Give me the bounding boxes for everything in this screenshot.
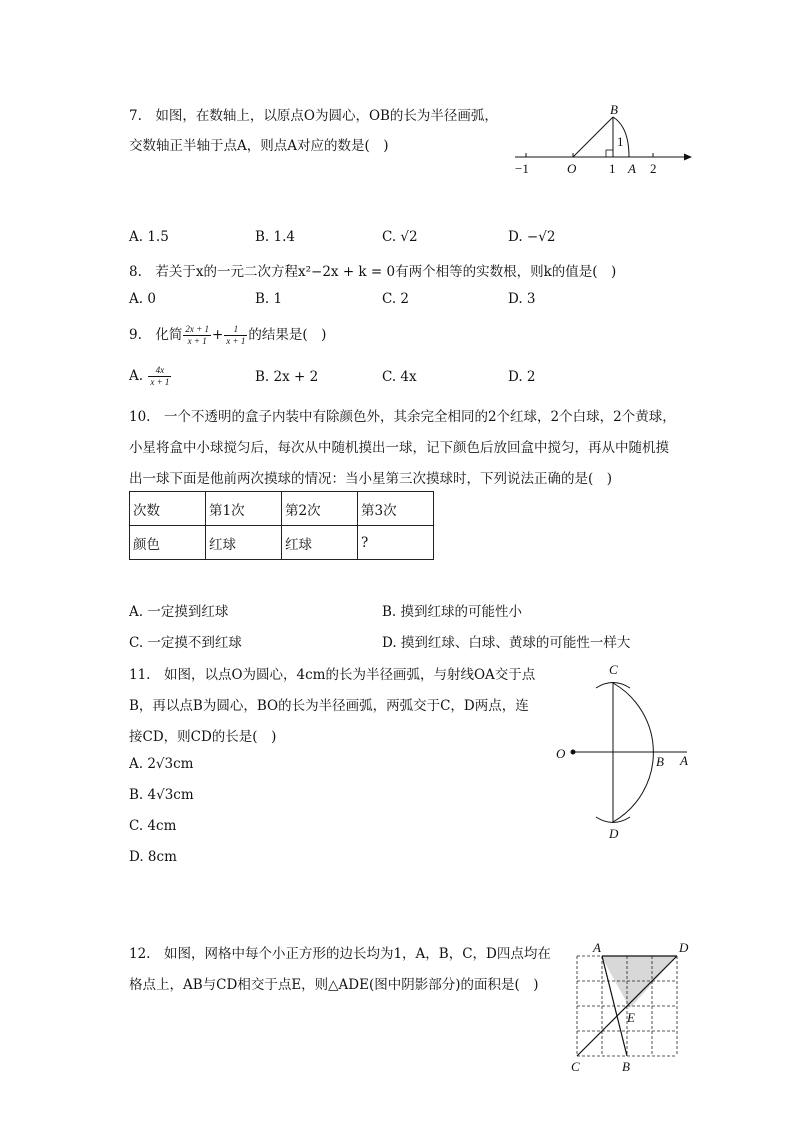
q10-option-b[interactable]: B. 摸到红球的可能性小 <box>382 604 523 620</box>
table-cell: 颜色 <box>130 526 206 560</box>
q10-stem-line1: 10. 一个不透明的盒子内装中有除颜色外，其余完全相同的2个红球，2个白球，2个黄球， <box>129 409 676 425</box>
q7-label-side-1: 1 <box>617 134 624 149</box>
q12-label-B: B <box>622 1059 630 1074</box>
q12-label-E: E <box>627 1010 635 1025</box>
q11-option-c[interactable]: C. 4cm <box>129 818 177 834</box>
q9-option-a-fraction: $\frac{4x}{x + 1}$ <box>150 365 170 387</box>
q7-option-b[interactable]: B. 1.4 <box>255 229 295 245</box>
q7-stem-line2: 交数轴正半轴于点A，则点A对应的数是( ) <box>129 138 389 154</box>
q10-option-a[interactable]: A. 一定摸到红球 <box>129 604 229 620</box>
q12-stem-line2: 格点上，AB与CD相交于点E，则△ADE(图中阴影部分)的面积是( ) <box>129 977 539 993</box>
q9-option-b[interactable]: B. 2x + 2 <box>255 369 319 385</box>
q8-option-a[interactable]: A. 0 <box>129 291 156 307</box>
q10-option-c[interactable]: C. 一定摸不到红球 <box>129 635 242 651</box>
q7-label-minus1: −1 <box>515 161 529 176</box>
q8-option-d[interactable]: D. 3 <box>508 291 536 307</box>
table-cell: 第2次 <box>282 492 358 526</box>
q8-option-b[interactable]: B. 1 <box>255 291 283 307</box>
q11-stem-line3: 接CD，则CD的长是( ) <box>129 729 277 745</box>
q10-option-d[interactable]: D. 摸到红球、白球、黄球的可能性一样大 <box>382 635 631 651</box>
q7-option-a[interactable]: A. 1.5 <box>129 229 169 245</box>
q11-stem-line1: 11. 如图，以点O为圆心，4cm的长为半径画弧，与射线OA交于点 <box>129 667 536 683</box>
q7-label-1: 1 <box>609 161 616 176</box>
q11-label-C: C <box>609 662 618 677</box>
q9-option-c[interactable]: C. 4x <box>382 369 417 385</box>
q11-option-d[interactable]: D. 8cm <box>129 849 177 865</box>
q7-label-B: B <box>610 102 618 117</box>
q9-fraction-1: $\frac{2x + 1}{x + 1}$ <box>185 324 209 346</box>
table-cell: 红球 <box>282 526 358 560</box>
q7-option-d[interactable]: D. −√2 <box>508 229 556 245</box>
q11-label-D: D <box>609 826 619 841</box>
q7-label-A: A <box>628 161 636 176</box>
q10-stem-line3: 出一球下面是他前两次摸球的情况：当小星第三次摸球时，下列说法正确的是( ) <box>129 471 613 487</box>
q12-label-A: A <box>593 940 601 955</box>
q11-label-A: A <box>680 753 688 768</box>
q12-label-D: D <box>679 940 689 955</box>
q9-option-a[interactable]: A. $\frac{4x}{x + 1}$ <box>129 365 170 387</box>
q7-stem-line1: 7. 如图，在数轴上，以原点O为圆心，OB的长为半径画弧， <box>129 108 498 124</box>
q11-stem-line2: B，再以点B为圆心，BO的长为半径画弧，两弧交于C，D两点，连 <box>129 698 529 714</box>
q12-label-C: C <box>571 1059 580 1074</box>
q7-option-c[interactable]: C. √2 <box>382 229 418 245</box>
q9-option-d[interactable]: D. 2 <box>508 369 536 385</box>
q7-label-O: O <box>567 161 577 176</box>
table-cell: 第3次 <box>358 492 434 526</box>
table-cell: 次数 <box>130 492 206 526</box>
q11-option-a[interactable]: A. 2√3cm <box>129 756 194 772</box>
table-cell: ? <box>358 526 434 560</box>
q7-label-2: 2 <box>650 161 657 176</box>
q8-stem: 8. 若关于x的一元二次方程x²−2x + k = 0有两个相等的实数根，则k的值是( ) <box>129 264 617 280</box>
q10-stem-line2: 小星将盒中小球搅匀后，每次从中随机摸出一球，记下颜色后放回盒中搅匀，再从中随机摸 <box>129 440 669 456</box>
q11-label-O: O <box>556 746 566 761</box>
q9-stem-suffix: 的结果是( ) <box>248 327 327 343</box>
q9-stem-prefix: 9. 化简 <box>129 327 183 343</box>
q9-fraction-2: $\frac{1}{x + 1}$ <box>226 324 246 346</box>
q9-plus: + <box>211 327 224 343</box>
q11-label-B: B <box>656 754 664 769</box>
q8-option-c[interactable]: C. 2 <box>382 291 410 307</box>
table-cell: 第1次 <box>206 492 282 526</box>
q12-stem-line1: 12. 如图，网格中每个小正方形的边长均为1，A，B，C，D四点均在 <box>129 946 551 962</box>
q11-option-b[interactable]: B. 4√3cm <box>129 787 194 803</box>
table-cell: 红球 <box>206 526 282 560</box>
